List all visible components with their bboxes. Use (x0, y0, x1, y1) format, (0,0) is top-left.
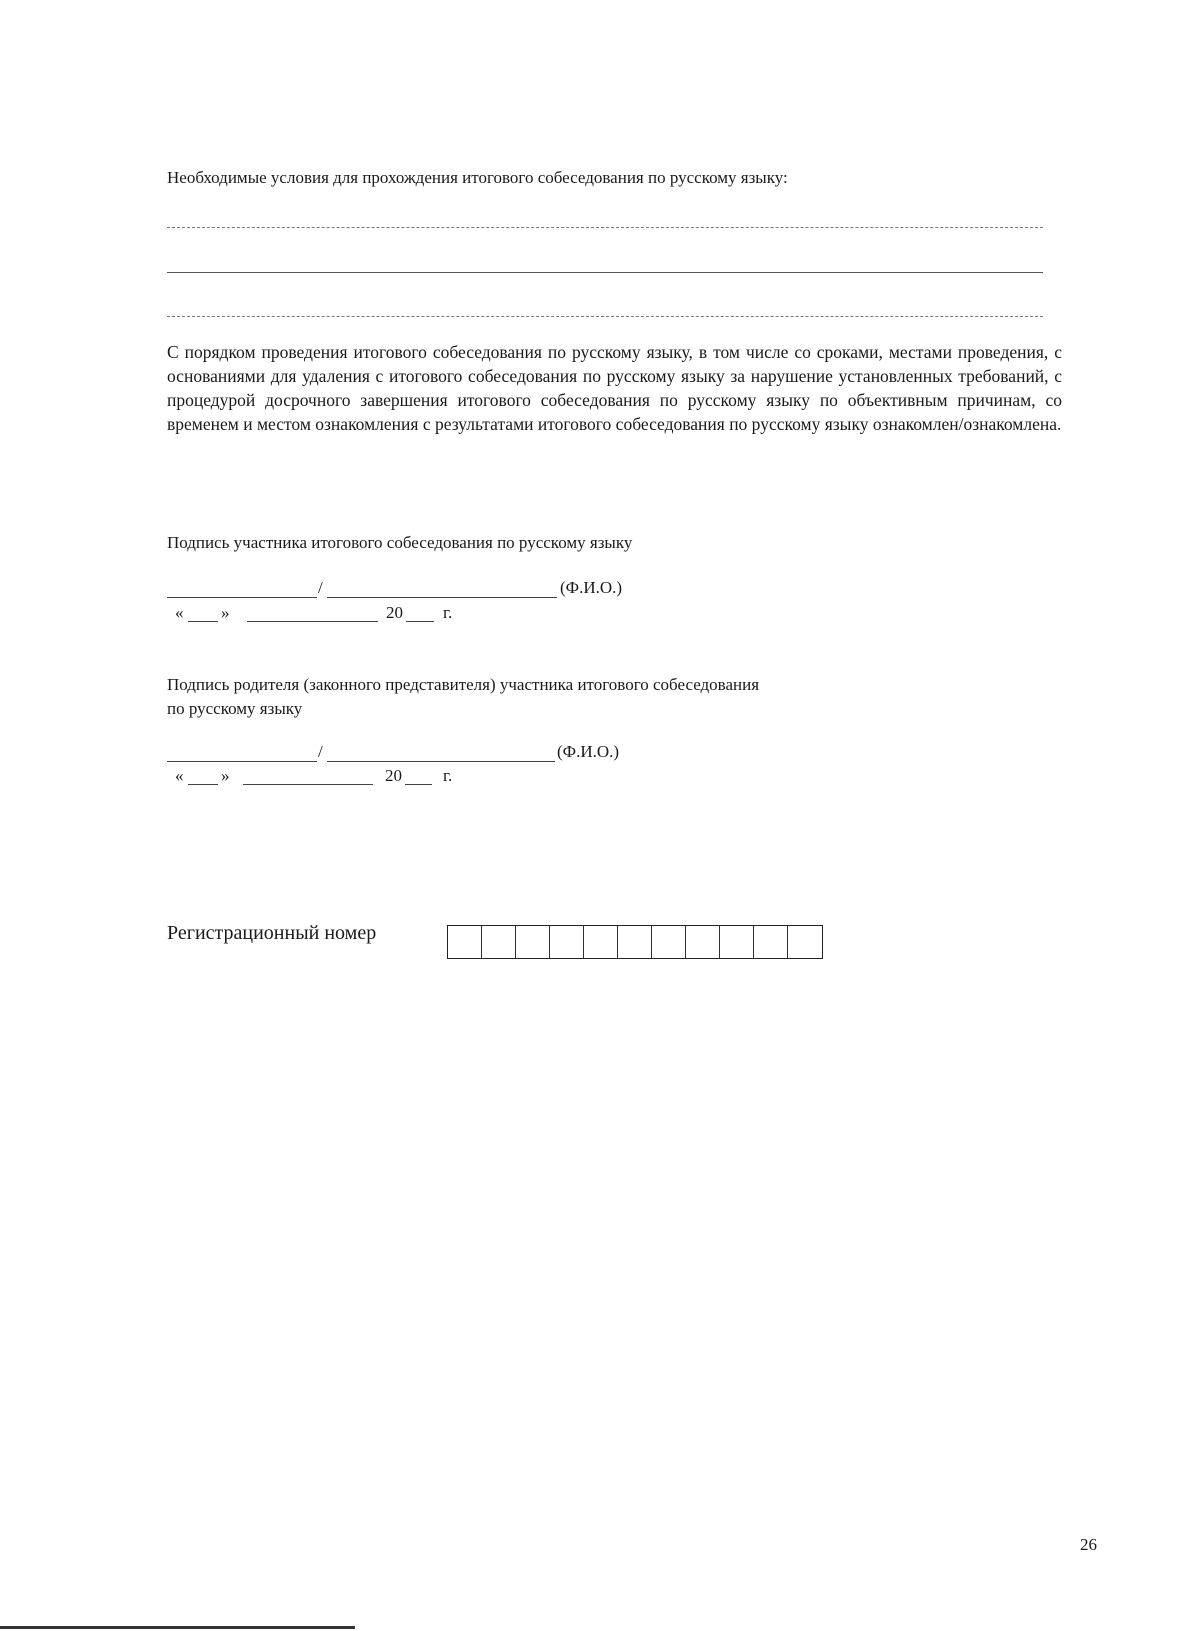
participant-signature-label: Подпись участника итогового собеседования по русскому языку (167, 533, 633, 552)
parent-signature-label-line2: по русскому языку (167, 699, 303, 718)
registration-digit-cell[interactable] (754, 926, 788, 958)
bottom-rule (0, 1626, 355, 1629)
parent-month-field[interactable] (243, 784, 373, 785)
registration-number-boxes (447, 925, 823, 959)
conditions-line-1[interactable] (167, 227, 1043, 228)
acknowledgement-paragraph: С порядком проведения итогового собеседования по русскому языку, в том числе со сроками, местами проведения, с основаниями для удаления с итогового собеседования по русскому языку за нарушение установленных требований, с процедурой досрочного завершения итогового собеседования по русскому языку по объективным причинам, со временем и местом ознакомления с результатами итогового собеседования по русскому языку ознакомлен/ознакомлена. (167, 342, 1062, 434)
registration-digit-cell[interactable] (686, 926, 720, 958)
parent-year-suffix: г. (443, 766, 453, 785)
participant-month-field[interactable] (247, 621, 378, 622)
participant-year-field[interactable] (406, 621, 434, 622)
participant-fio-label: (Ф.И.О.) (560, 578, 623, 597)
parent-fio-label: (Ф.И.О.) (557, 742, 620, 761)
participant-year-suffix: г. (443, 603, 453, 622)
parent-fio-field[interactable] (327, 761, 555, 762)
conditions-line-3[interactable] (167, 316, 1043, 317)
parent-signature-label-line1: Подпись родителя (законного представителя) участника итогового собеседования (167, 675, 760, 694)
parent-day-field[interactable] (188, 784, 218, 785)
participant-signature-field[interactable] (167, 597, 317, 598)
parent-slash: / (318, 742, 323, 761)
registration-digit-cell[interactable] (652, 926, 686, 958)
conditions-line-2[interactable] (167, 272, 1043, 273)
registration-digit-cell[interactable] (618, 926, 652, 958)
registration-digit-cell[interactable] (516, 926, 550, 958)
registration-digit-cell[interactable] (584, 926, 618, 958)
registration-digit-cell[interactable] (788, 926, 822, 958)
parent-signature-field[interactable] (167, 761, 317, 762)
participant-fio-field[interactable] (327, 597, 557, 598)
parent-date-close-quote: » (221, 766, 230, 785)
parent-date-open-quote: « (175, 766, 184, 785)
participant-year-prefix: 20 (386, 603, 403, 622)
registration-digit-cell[interactable] (482, 926, 516, 958)
page-number: 26 (1080, 1535, 1097, 1554)
participant-date-close-quote: » (221, 603, 230, 622)
registration-label: Регистрационный номер (167, 922, 377, 944)
parent-year-prefix: 20 (385, 766, 402, 785)
participant-day-field[interactable] (188, 621, 218, 622)
participant-slash: / (318, 578, 323, 597)
participant-date-open-quote: « (175, 603, 184, 622)
registration-digit-cell[interactable] (550, 926, 584, 958)
registration-digit-cell[interactable] (720, 926, 754, 958)
registration-digit-cell[interactable] (448, 926, 482, 958)
parent-year-field[interactable] (405, 784, 432, 785)
conditions-heading: Необходимые условия для прохождения итогового собеседования по русскому языку: (167, 168, 788, 187)
